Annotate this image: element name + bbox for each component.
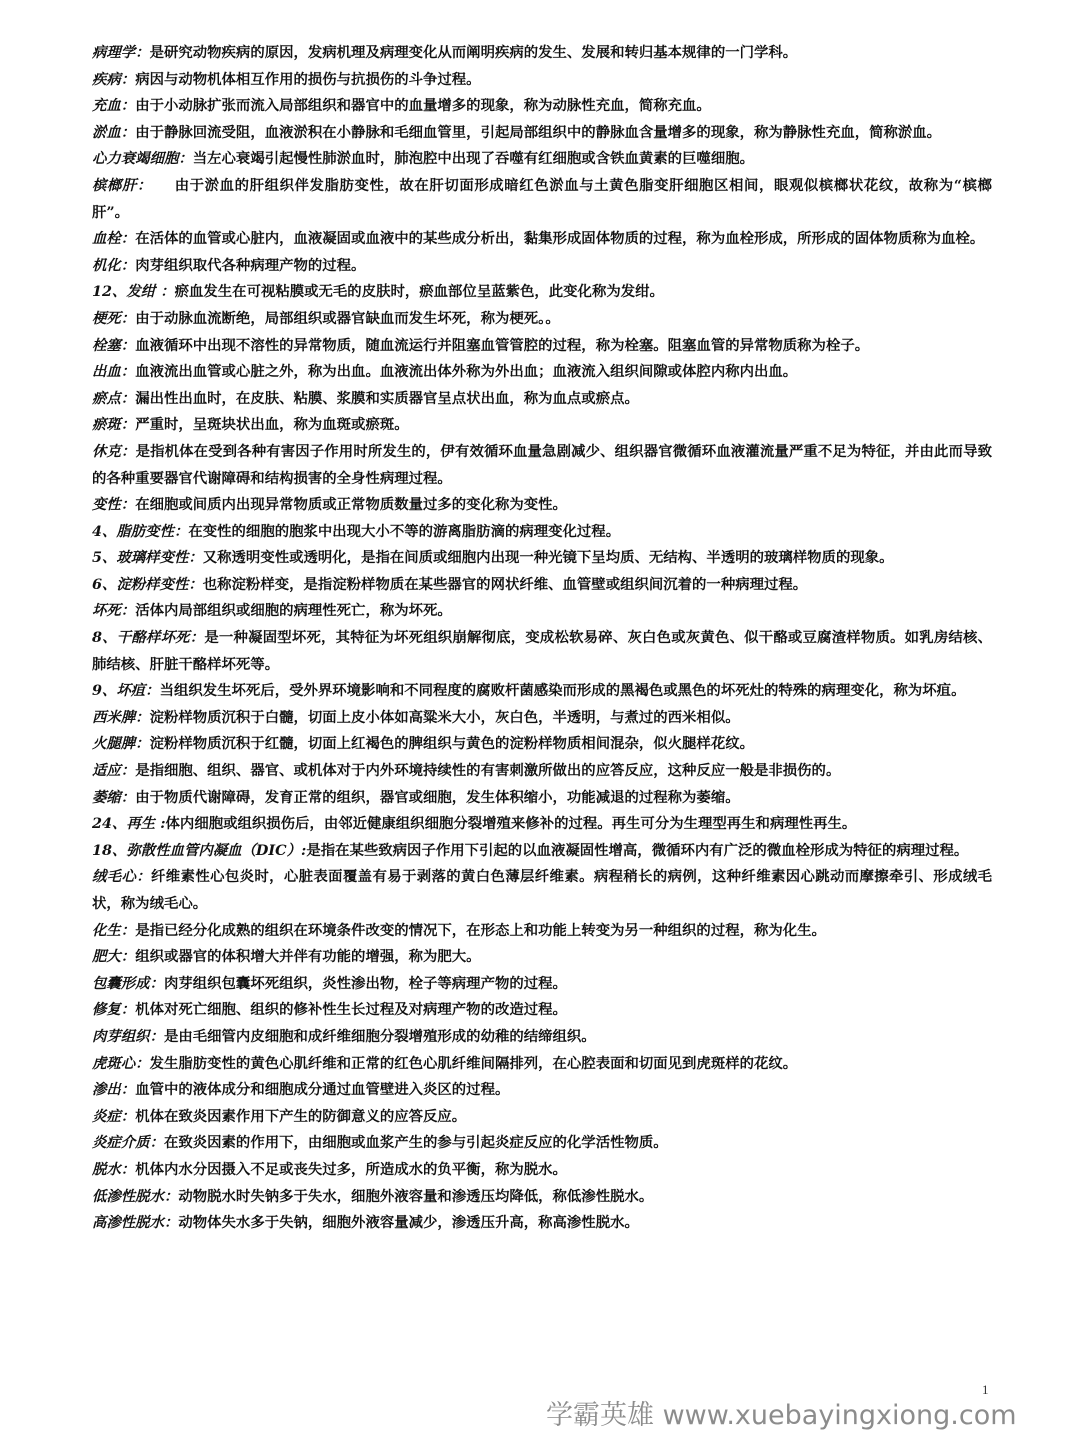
glossary-entry <box>92 1051 992 1078</box>
glossary-entry <box>92 93 992 120</box>
glossary-term: 栓塞： <box>92 336 136 354</box>
glossary-definition: 是由毛细管内皮细胞和成纤维细胞分裂增殖形成的幼稚的结缔组织。 <box>163 1027 596 1045</box>
glossary-entry <box>92 359 992 386</box>
glossary-definition: 血液流出血管或心脏之外，称为出血。血液流出体外称为外出血；血液流入组织间隙或体腔内称内出血。 <box>135 363 798 381</box>
glossary-entry <box>92 997 992 1024</box>
glossary-definition: 是一种凝固型坏死，其特征为坏死组织崩解彻底，变成松软易碎、灰白色或灰黄色、似干酪或豆腐渣样物质。如乳房结核、肺结核、肝脏干酪样坏死等。 <box>92 629 992 673</box>
glossary-entry <box>92 838 992 865</box>
glossary-definition: 肉芽组织取代各种病理产物的过程。 <box>135 256 366 274</box>
glossary-definition: 在活体的血管或心脏内，血液凝固或血液中的某些成分析出，黏集形成固体物质的过程，称为血栓形成，所形成的固体物质称为血栓。 <box>135 230 985 248</box>
glossary-term: 虎斑心： <box>92 1054 150 1072</box>
glossary-definition: 由于小动脉扩张而流入局部组织和器官中的血量增多的现象，称为动脉性充血，简称充血。 <box>135 97 711 115</box>
glossary-term: 瘀点： <box>92 389 136 407</box>
glossary-entry <box>92 811 992 838</box>
glossary-entry <box>92 1184 992 1211</box>
glossary-definition: 淀粉样物质沉积于红髓，切面上红褐色的脾组织与黄色的淀粉样物质相间混杂，似火腿样花纹。 <box>149 735 754 753</box>
glossary-definition: 瘀血发生在可视粘膜或无毛的皮肤时，瘀血部位呈蓝紫色，此变化称为发绀。 <box>174 283 664 301</box>
glossary-definition: 由于静脉回流受阻，血液淤积在小静脉和毛细血管里，引起局部组织中的静脉血含量增多的现象，称为静脉性充血，简称淤血。 <box>135 123 942 141</box>
glossary-term: 瘀斑： <box>92 416 136 434</box>
glossary-definition: 体内细胞或组织损伤后，由邻近健康组织细胞分裂增殖来修补的过程。再生可分为生理型再生和病理性再生。 <box>165 815 857 833</box>
glossary-entry <box>92 598 992 625</box>
glossary-term: 血栓： <box>92 230 136 248</box>
glossary-entry <box>92 705 992 732</box>
glossary-definition: 在致炎因素的作用下，由细胞或血浆产生的参与引起炎症反应的化学活性物质。 <box>163 1134 668 1152</box>
glossary-definition: 机体内水分因摄入不足或丧失过多，所造成水的负平衡，称为脱水。 <box>135 1160 567 1178</box>
glossary-definition: 严重时，呈斑块状出血，称为血斑或瘀斑。 <box>135 416 409 434</box>
glossary-definition: 由于物质代谢障碍，发育正常的组织，器官或细胞，发生体积缩小，功能减退的过程称为萎缩。 <box>135 788 740 806</box>
glossary-term: 心力衰竭细胞： <box>92 150 193 168</box>
glossary-definition: 淀粉样物质沉积于白髓，切面上皮小体如高粱米大小，灰白色，半透明，与煮过的西米相似。 <box>149 708 740 726</box>
glossary-term: 18、弥散性血管内凝血（DIC）: <box>92 841 307 859</box>
glossary-term: 火腿脾： <box>92 735 150 753</box>
glossary-definition: 机体在致炎因素作用下产生的防御意义的应答反应。 <box>135 1107 467 1125</box>
glossary-entry <box>92 731 992 758</box>
glossary-term: 肉芽组织： <box>92 1027 164 1045</box>
glossary-entry <box>92 173 992 226</box>
glossary-entry <box>92 333 992 360</box>
glossary-definition: 又称透明变性或透明化，是指在间质或细胞内出现一种光镜下呈均质、无结构、半透明的玻璃样物质的现象。 <box>202 549 894 567</box>
glossary-entry <box>92 279 992 306</box>
glossary-term: 梗死： <box>92 309 136 327</box>
glossary-entry <box>92 944 992 971</box>
glossary-term: 24、再生 : <box>92 815 166 833</box>
glossary-term: 坏死： <box>92 602 136 620</box>
glossary-entry <box>92 519 992 546</box>
glossary-term: 6、淀粉样变性： <box>92 575 203 593</box>
glossary-term: 4、脂肪变性： <box>92 522 189 540</box>
glossary-entry <box>92 146 992 173</box>
glossary-term: 适应： <box>92 762 136 780</box>
glossary-entry <box>92 678 992 705</box>
glossary-definition: 是指细胞、组织、器官、或机体对于内外环境持续性的有害刺激所做出的应答反应，这种反应一般是非损伤的。 <box>135 762 841 780</box>
glossary-definition: 动物脱水时失钠多于失水，细胞外液容量和渗透压均降低，称低渗性脱水。 <box>178 1187 654 1205</box>
glossary-entry <box>92 918 992 945</box>
glossary-definition: 由于动脉血流断绝，局部组织或器官缺血而发生坏死，称为梗死。。 <box>135 309 560 327</box>
glossary-entry <box>92 306 992 333</box>
glossary-entry <box>92 1104 992 1131</box>
glossary-definition: 在变性的细胞的胞浆中出现大小不等的游离脂肪滴的病理变化过程。 <box>188 522 621 540</box>
glossary-term: 疾病： <box>92 70 136 88</box>
glossary-term: 炎症介质： <box>92 1134 164 1152</box>
glossary-definition: 血液循环中出现不溶性的异常物质，随血流运行并阻塞血管管腔的过程，称为栓塞。阻塞血管的异常物质称为栓子。 <box>135 336 870 354</box>
glossary-entry <box>92 864 992 917</box>
glossary-entry <box>92 67 992 94</box>
glossary-definition: 活体内局部组织或细胞的病理性死亡，称为坏死。 <box>135 602 452 620</box>
glossary-entry <box>92 253 992 280</box>
glossary-entry <box>92 545 992 572</box>
glossary-entry <box>92 492 992 519</box>
glossary-definition: 在细胞或间质内出现异常物质或正常物质数量过多的变化称为变性。 <box>135 496 567 514</box>
glossary-definition: 是指已经分化成熟的组织在环境条件改变的情况下，在形态上和功能上转变为另一种组织的过程，称为化生。 <box>135 921 826 939</box>
glossary-term: 充血： <box>92 97 136 115</box>
glossary-entry <box>92 1157 992 1184</box>
glossary-definition: 是指机体在受到各种有害因子作用时所发生的，伊有效循环血量急剧减少、组织器官微循环血液灌流量严重不足为特征，并由此而导致的各种重要器官代谢障碍和结构损害的全身性病理过程。 <box>92 442 992 487</box>
glossary-term: 脱水： <box>92 1160 136 1178</box>
glossary-term: 修复： <box>92 1001 136 1019</box>
glossary-term: 机化： <box>92 256 136 274</box>
glossary-entry <box>92 386 992 413</box>
glossary-definition: 是研究动物疾病的原因，发病机理及病理变化从而阐明疾病的发生、发展和转归基本规律的一门学科。 <box>149 44 798 61</box>
glossary-term: 包囊形成： <box>92 974 164 992</box>
glossary-definition: 血管中的液体成分和细胞成分通过血管壁进入炎区的过程。 <box>135 1081 510 1099</box>
glossary-entry <box>92 1024 992 1051</box>
glossary-entry <box>92 758 992 785</box>
glossary-definition: 也称淀粉样变，是指淀粉样物质在某些器官的网状纤维、血管壁或组织间沉着的一种病理过程。 <box>202 575 808 593</box>
glossary-term: 变性： <box>92 496 136 514</box>
glossary-term: 高渗性脱水： <box>92 1214 179 1232</box>
glossary-term: 绒毛心： <box>92 868 152 886</box>
glossary-definition: 当左心衰竭引起慢性肺淤血时，肺泡腔中出现了吞噬有红细胞或含铁血黄素的巨噬细胞。 <box>192 150 754 168</box>
glossary-entry <box>92 1077 992 1104</box>
glossary-entry <box>92 785 992 812</box>
glossary-entry <box>92 1130 992 1157</box>
glossary-term: 西米脾： <box>92 708 150 726</box>
page-number: 1 <box>982 1382 989 1397</box>
glossary-term: 病理学： <box>92 44 150 61</box>
glossary-entry <box>92 226 992 253</box>
glossary-definition: 由于淤血的肝组织伴发脂肪变性，故在肝切面形成暗红色淤血与土黄色脂变肝细胞区相间，眼观似槟榔状花纹，故称为“槟榔肝”。 <box>92 176 992 221</box>
glossary-term: 低渗性脱水： <box>92 1187 179 1205</box>
glossary-term: 肥大： <box>92 948 136 966</box>
glossary-entry <box>92 1210 992 1237</box>
glossary-definition: 漏出性出血时，在皮肤、粘膜、浆膜和实质器官呈点状出血，称为血点或瘀点。 <box>135 389 639 407</box>
glossary-term: 12、发绀 ： <box>92 283 175 301</box>
glossary-entry <box>92 40 992 67</box>
glossary-definition: 动物体失水多于失钠，细胞外液容量减少，渗透压升高，称高渗性脱水。 <box>178 1214 639 1232</box>
document-body <box>92 40 992 1237</box>
glossary-entry <box>92 971 992 998</box>
glossary-definition: 是指在某些致病因子作用下引起的以血液凝固性增高，微循环内有广泛的微血栓形成为特征的病理过程。 <box>306 841 969 859</box>
glossary-term: 8、干酪样坏死： <box>92 629 205 647</box>
glossary-definition: 肉芽组织包囊坏死组织，炎性渗出物，栓子等病理产物的过程。 <box>163 974 567 992</box>
glossary-definition: 当组织发生坏死后，受外界环境影响和不同程度的腐败杆菌感染而形成的黑褐色或黑色的坏死灶的特殊的病理变化，称为坏疽。 <box>159 682 966 700</box>
glossary-entry <box>92 439 992 492</box>
glossary-definition: 机体对死亡细胞、组织的修补性生长过程及对病理产物的改造过程。 <box>135 1001 567 1019</box>
glossary-entry <box>92 412 992 439</box>
glossary-definition: 纤维素性心包炎时，心脏表面覆盖有易于剥落的黄白色薄层纤维素。病程稍长的病例，这种纤维素因心跳动而摩擦牵引、形成绒毛状，称为绒毛心。 <box>92 868 992 912</box>
glossary-term: 5、玻璃样变性： <box>92 549 203 567</box>
glossary-definition: 病因与动物机体相互作用的损伤与抗损伤的斗争过程。 <box>135 70 481 88</box>
glossary-definition: 发生脂肪变性的黄色心肌纤维和正常的红色心肌纤维间隔排列，在心腔表面和切面见到虎斑样的花纹。 <box>149 1054 798 1072</box>
glossary-entry <box>92 625 992 678</box>
watermark: 学霸英雄 www.xuebayingxiong.com <box>546 1400 1017 1431</box>
glossary-term: 炎症： <box>92 1107 136 1125</box>
glossary-term: 槟榔肝： <box>92 176 145 194</box>
glossary-term: 9、坏疽： <box>92 682 160 700</box>
glossary-term: 休克： <box>92 442 136 460</box>
glossary-term: 出血： <box>92 363 136 381</box>
glossary-term: 化生： <box>92 921 136 939</box>
glossary-definition: 组织或器官的体积增大并伴有功能的增强，称为肥大。 <box>135 948 481 966</box>
glossary-entry <box>92 572 992 599</box>
glossary-entry <box>92 120 992 147</box>
glossary-term: 萎缩： <box>92 788 136 806</box>
glossary-term: 渗出： <box>92 1081 136 1099</box>
glossary-term: 淤血： <box>92 123 136 141</box>
